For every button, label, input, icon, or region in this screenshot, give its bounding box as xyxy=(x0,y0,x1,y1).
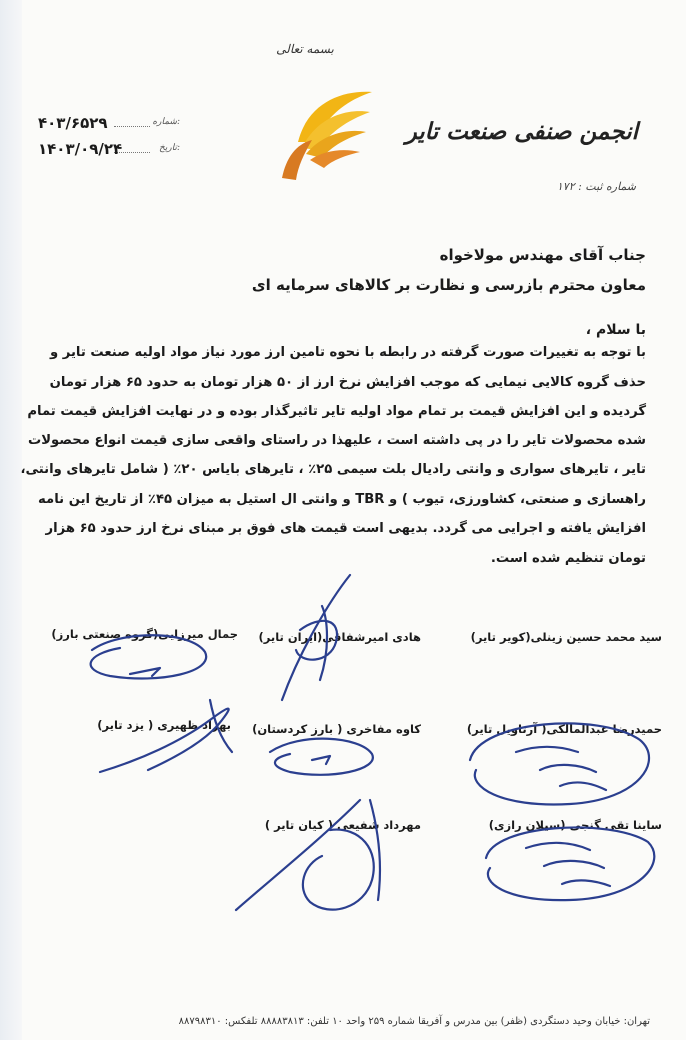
body-line: با توجه به تغییرات صورت گرفته در رابطه با نحوه تامین ارز مورد نیاز مواد اولیه صنعت تایر و xyxy=(49,345,646,360)
signatory-name: کاوه مفاخری ( بارز کردستان) xyxy=(252,722,421,736)
body-line: شده محصولات تایر را در پی داشته است ، علیهذا در راستای واقعی سازی قیمت انواع محصولات xyxy=(27,433,646,448)
greeting: با سلام ، xyxy=(585,322,646,338)
recipient-name: جناب آقای مهندس مولاخواه xyxy=(439,246,646,264)
letter-date-label: تاریخ: xyxy=(159,143,180,153)
registration-number: شماره ثبت : ۱۷۲ xyxy=(556,180,636,193)
letter-date: ۱۴۰۳/۰۹/۲۴ xyxy=(38,140,123,158)
signatory-name: جمال میرزایی(گروه صنعتی بارز) xyxy=(51,627,238,641)
org-name: انجمن صنفی صنعت تایر xyxy=(405,118,638,145)
signatory-name: حمیدرضا عبدالمالکی( آرتاویل تایر) xyxy=(466,722,662,736)
body-line: افزایش یافته و اجرایی می گردد. بدیهی است قیمت های فوق بر مبنای نرخ ارز حدود ۶۵ هزار xyxy=(45,521,646,536)
signatory-name: سید محمد حسین زینلی(کویر تایر) xyxy=(470,630,662,644)
recipient-title: معاون محترم بازرسی و نظارت بر کالاهای سرمایه ای xyxy=(251,276,646,294)
signatory-name: بهزاد ظهیری ( یزد تایر) xyxy=(97,718,231,732)
letter-number-label: شماره: xyxy=(152,117,180,127)
body-line: حذف گروه کالایی نیمایی که موجب افزایش نرخ ارز از ۵۰ هزار تومان به حدود ۶۵ هزار تومان xyxy=(49,375,646,390)
body-line: تایر ، تایرهای سواری و وانتی رادیال بلت سیمی ۲۵٪ ، تایرهای بایاس ۲۰٪ ( شامل تایرهای وانتی، xyxy=(20,462,646,477)
footer-address: تهران: خیابان وحید دستگردی (ظفر) بین مدرس و آفریقا شماره ۲۵۹ واحد ۱۰ تلفن: ۸۸۸۸۳۸۱۳ تلفکس: ۸۸۷۹۸۳۱۰ xyxy=(178,1016,650,1027)
signatory-name: هادی امیرشفاقی(ایران تایر) xyxy=(258,630,421,644)
body-line: تومان تنظیم شده است. xyxy=(490,551,646,566)
body-line: گردیده و این افزایش قیمت بر تمام مواد اولیه تایر تاثیرگذار بوده و در نهایت افزایش قیمت تمام xyxy=(27,404,646,419)
letter-number: ۴۰۳/۶۵۲۹ xyxy=(38,114,108,132)
basmala: بسمه تعالی xyxy=(276,42,334,56)
signatory-name: ساینا تقی گنجی (سیلان رازی) xyxy=(488,818,662,832)
body-line: راهسازی و صنعتی، کشاورزی، تیوب ) و TBR و وانتی ال استیل به میزان ۴۵٪ از تاریخ این نامه xyxy=(38,492,646,507)
signatory-name: مهرداد شفیعی ( کیان تایر ) xyxy=(264,818,421,832)
